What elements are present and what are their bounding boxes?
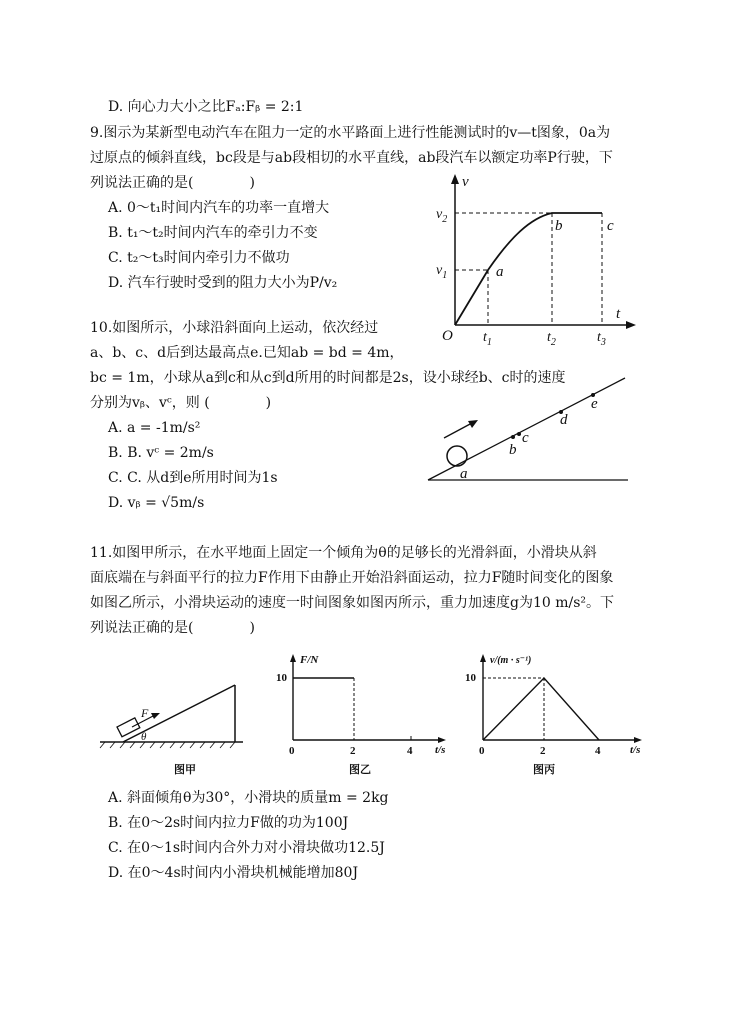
ball [447, 446, 467, 466]
q10-stem-line2: a、b、c、d后到达最高点e.已知ab = bd = 4m， [90, 345, 404, 361]
point-b-label: b [555, 218, 563, 234]
q9-stem-line2: 过原点的倾斜直线，bc段是与ab段相切的水平直线，ab段汽车以额定功率P行驶，下 [90, 150, 613, 166]
block [117, 718, 140, 737]
q10-stem-line1: 10.如图所示，小球沿斜面向上运动，依次经过 [90, 320, 379, 336]
point-b-dot [511, 435, 515, 439]
motion-arrow-line [444, 423, 472, 438]
q10-stem-line3: bc = 1m，小球从a到c和从c到d所用的时间都是2s，设小球经b、c时的速度 [90, 370, 566, 386]
x-axis-label: t/s [630, 744, 641, 756]
x-tick-2: 2 [350, 745, 356, 757]
q9-option-c: C. t₂～t₃时间内牵引力不做功 [108, 250, 290, 266]
y-axis-arrow [480, 654, 486, 662]
caption-yi: 图乙 [349, 764, 371, 776]
label-b: b [509, 442, 517, 458]
caption-jia: 图甲 [174, 764, 196, 776]
y-axis-arrow [290, 654, 296, 662]
q11-option-a: A. 斜面倾角θ为30°，小滑块的质量m = 2kg [108, 790, 389, 806]
q9-option-b: B. t₁～t₂时间内汽车的牵引力不变 [108, 225, 318, 241]
q11-option-b: B. 在0～2s时间内拉力F做的功为100J [108, 815, 349, 831]
x-axis-arrow [438, 737, 446, 743]
ground-hatching [100, 742, 235, 748]
q9-option-a: A. 0～t₁时间内汽车的功率一直增大 [108, 200, 330, 216]
angle-label: θ [141, 731, 147, 743]
q9-stem-line3: 列说法正确的是( ) [90, 175, 255, 191]
x-tick-0: 0 [479, 745, 485, 757]
x-tick-4: 4 [595, 745, 601, 757]
q11-stem-line2: 面底端在与斜面平行的拉力F作用下由静止开始沿斜面运动，拉力F随时间变化的图象 [90, 570, 614, 586]
y-axis-label: F/N [300, 654, 319, 666]
x-tick-4: 4 [407, 745, 413, 757]
y-tick-10: 10 [276, 672, 287, 684]
q11-figure-yi [270, 650, 455, 778]
t-axis-label: t [616, 306, 621, 322]
velocity-line [483, 678, 599, 740]
v1-label: $v_1$ [436, 263, 448, 281]
v-axis-arrow [451, 174, 459, 184]
label-e: e [591, 396, 598, 412]
t-axis-arrow [626, 321, 636, 329]
v-axis-label: v [462, 174, 469, 190]
q10-stem-line4: 分别为vᵦ、vᶜ，则 ( ) [90, 395, 272, 411]
q8-option-d: D. 向心力大小之比Fₐ:Fᵦ = 2:1 [108, 99, 304, 115]
q10-option-d: D. vᵦ = √5m/s [108, 495, 205, 511]
q11-figure-jia [95, 655, 255, 777]
point-c-dot [517, 432, 521, 436]
q10-option-a: A. a = -1m/s² [108, 420, 201, 436]
q10-incline-figure [420, 370, 635, 490]
force-label: F [141, 706, 149, 720]
y-axis-label: v/(m · s⁻¹) [490, 655, 532, 666]
point-c-label: c [607, 218, 614, 234]
x-axis-label: t/s [435, 744, 446, 756]
q11-figure-bing [458, 650, 653, 778]
x-axis-arrow [634, 737, 642, 743]
vt-curve [455, 213, 602, 325]
y-tick-10: 10 [465, 672, 476, 684]
label-d: d [560, 412, 568, 428]
caption-bing: 图丙 [533, 764, 555, 776]
x-tick-0: 0 [289, 745, 295, 757]
q11-stem-line4: 列说法正确的是( ) [90, 620, 255, 636]
label-a: a [460, 466, 468, 482]
q9-vt-graph [430, 170, 640, 350]
q11-option-c: C. 在0～1s时间内合外力对小滑块做功12.5J [108, 840, 385, 856]
point-a-label: a [496, 264, 504, 280]
q10-option-b: B. B. vᶜ = 2m/s [108, 445, 214, 461]
t2-label: $t_2$ [547, 330, 556, 348]
q9-stem-line1: 9.图示为某新型电动汽车在阻力一定的水平路面上进行性能测试时的v—t图象，0a为 [90, 125, 611, 141]
t1-label: $t_1$ [483, 330, 492, 348]
q11-stem-line3: 如图乙所示，小滑块运动的速度一时间图象如图丙所示，重力加速度g为10 m/s²。下 [90, 595, 615, 611]
x-tick-2: 2 [540, 745, 546, 757]
slope [123, 685, 235, 742]
label-c: c [522, 430, 529, 446]
q9-option-d: D. 汽车行驶时受到的阻力大小为P/v₂ [108, 275, 338, 291]
v2-label: $v_2$ [436, 207, 448, 225]
origin-label: O [442, 328, 453, 344]
t3-label: $t_3$ [597, 330, 606, 348]
q11-option-d: D. 在0～4s时间内小滑块机械能增加80J [108, 865, 359, 881]
q10-option-c: C. C. 从d到e所用时间为1s [108, 470, 278, 486]
incline-line [428, 378, 625, 480]
q11-stem-line1: 11.如图甲所示，在水平地面上固定一个倾角为θ的足够长的光滑斜面，小滑块从斜 [90, 545, 597, 561]
